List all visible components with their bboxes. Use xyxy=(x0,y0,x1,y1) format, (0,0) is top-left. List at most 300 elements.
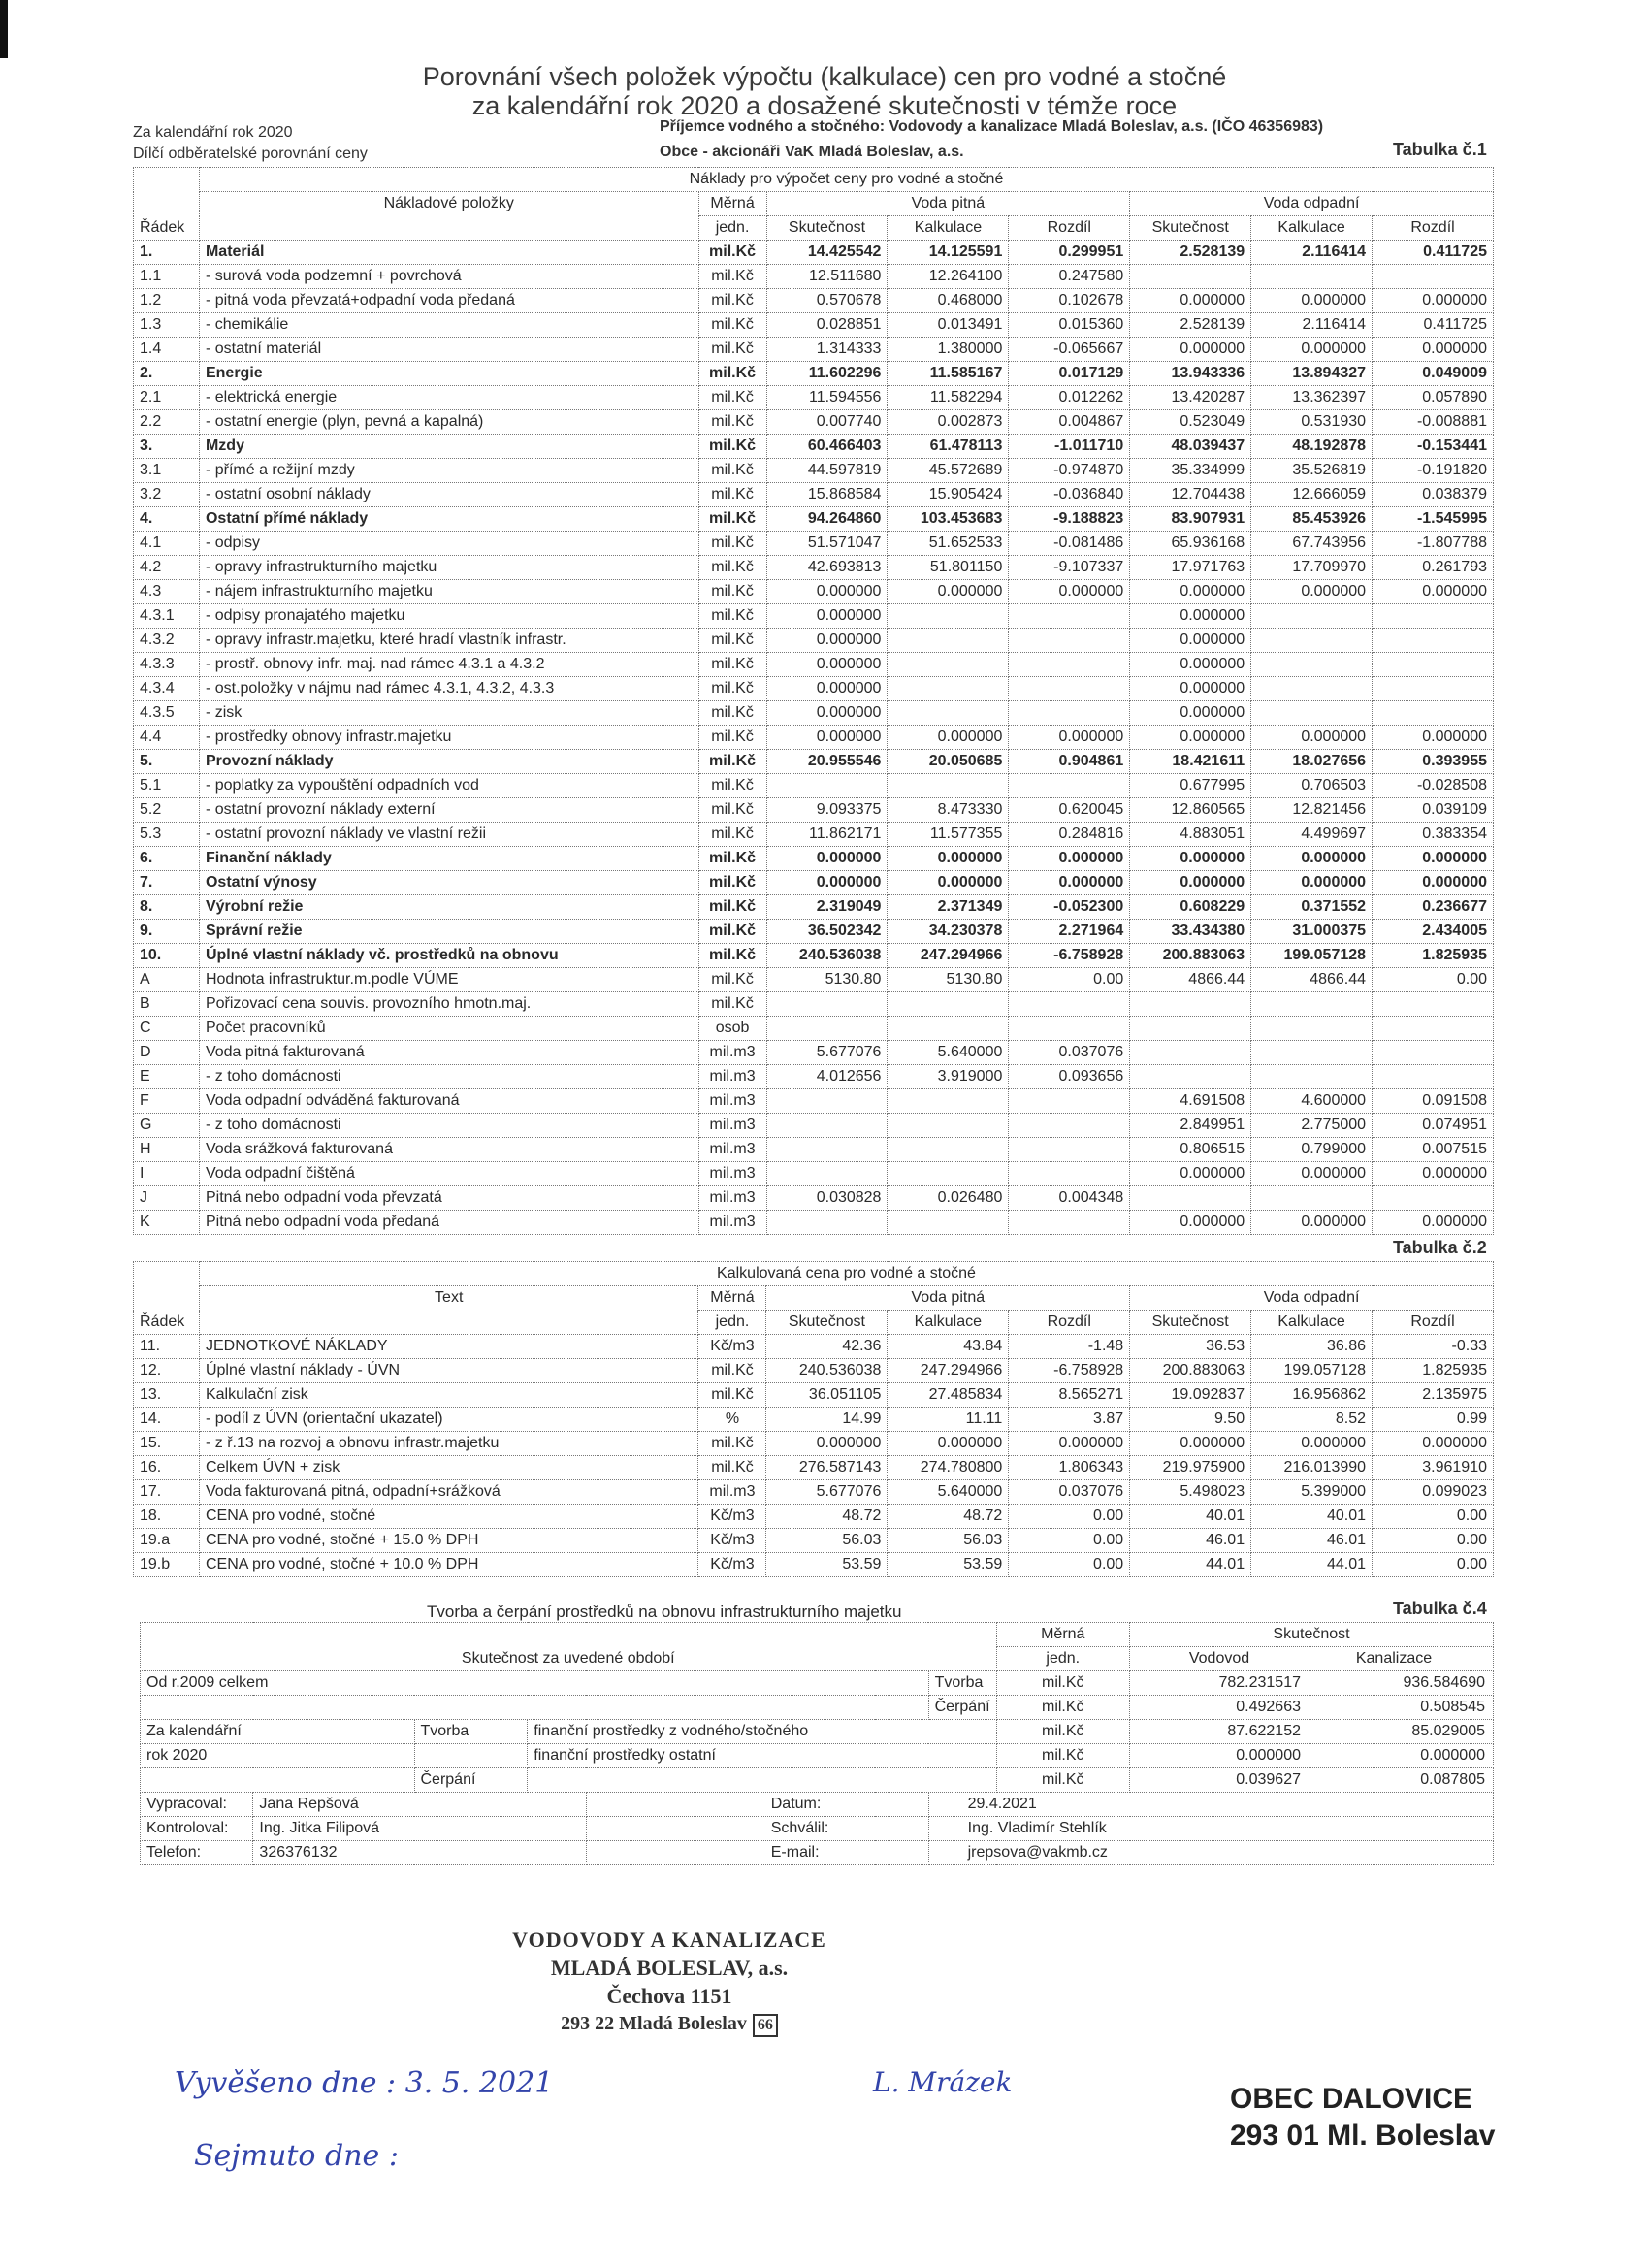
col-header-period: Skutečnost za uvedené období xyxy=(141,1623,997,1671)
row-value: 2.319049 xyxy=(766,895,888,920)
row-value: -0.036840 xyxy=(1009,483,1130,507)
row-value: 0.608229 xyxy=(1130,895,1251,920)
stamp-box: 66 xyxy=(753,2014,778,2037)
row-value: 3.961910 xyxy=(1373,1456,1494,1480)
row-unit: mil.Kč xyxy=(698,847,766,871)
row-value xyxy=(888,1211,1009,1235)
handwritten-posted-date: Vyvěšeno dne : 3. 5. 2021 xyxy=(175,2066,554,2100)
row-unit: mil.Kč xyxy=(698,265,766,289)
row-value xyxy=(1251,1186,1373,1211)
row-value: 60.466403 xyxy=(766,435,888,459)
row-number: 19.a xyxy=(134,1529,200,1553)
table-row xyxy=(134,532,1494,556)
row-value: 0.000000 xyxy=(1130,871,1251,895)
row-number: 16. xyxy=(134,1456,200,1480)
row-value xyxy=(766,1089,888,1114)
date-label: Datum: xyxy=(586,1793,928,1817)
row-unit: mil.m3 xyxy=(698,1114,766,1138)
row-value: 56.03 xyxy=(888,1529,1009,1553)
row-unit: Kč/m3 xyxy=(698,1553,766,1577)
row-number: 8. xyxy=(134,895,200,920)
row-label: - ostatní energie (plyn, pevná a kapalná) xyxy=(199,410,698,435)
row-value xyxy=(1251,701,1373,726)
row-value: 2.371349 xyxy=(888,895,1009,920)
table-row xyxy=(134,1114,1494,1138)
year-tvorba-vodne-values xyxy=(1130,1720,1494,1744)
row-number: 4.3.1 xyxy=(134,604,200,629)
row-value: 51.801150 xyxy=(888,556,1009,580)
empty-cell xyxy=(414,1744,528,1768)
row-value: 46.01 xyxy=(1130,1529,1251,1553)
row-value: 247.294966 xyxy=(888,1359,1009,1383)
row-value: 0.000000 xyxy=(1373,1162,1494,1186)
row-value: -1.48 xyxy=(1009,1335,1130,1359)
stamp-line3: Čechova 1151 xyxy=(606,1984,732,2008)
row-value xyxy=(766,1138,888,1162)
row-value: 2.116414 xyxy=(1251,241,1373,265)
row-value: 5130.80 xyxy=(766,968,888,992)
row-label: CENA pro vodné, stočné + 15.0 % DPH xyxy=(199,1529,698,1553)
row-unit: mil.Kč xyxy=(698,410,766,435)
row-label: - z toho domácnosti xyxy=(199,1065,698,1089)
row-number: 15. xyxy=(134,1432,200,1456)
row-label: - podíl z ÚVN (orientační ukazatel) xyxy=(199,1408,698,1432)
row-value xyxy=(1009,1162,1130,1186)
row-number: 19.b xyxy=(134,1553,200,1577)
row-unit: mil.Kč xyxy=(698,1456,766,1480)
row-unit: mil.Kč xyxy=(698,338,766,362)
col-header-skutecnost: Skutečnost xyxy=(1130,216,1251,241)
row-label: Pitná nebo odpadní voda převzatá xyxy=(199,1186,698,1211)
table-row xyxy=(134,1041,1494,1065)
row-label: Celkem ÚVN + zisk xyxy=(199,1456,698,1480)
col-header-unit-2: jedn. xyxy=(698,1311,766,1335)
row-value: 0.074951 xyxy=(1373,1114,1494,1138)
row-unit: mil.Kč xyxy=(698,677,766,701)
row-number: 2. xyxy=(134,362,200,386)
row-label: - odpisy pronajatého majetku xyxy=(199,604,698,629)
row-value xyxy=(1251,265,1373,289)
col-header-skutecnost: Skutečnost xyxy=(1130,1311,1251,1335)
row-label: - odpisy xyxy=(199,532,698,556)
row-value: 0.000000 xyxy=(766,871,888,895)
row-value xyxy=(766,1211,888,1235)
year-label-2: rok 2020 xyxy=(141,1744,415,1768)
unit-cell: mil.Kč xyxy=(996,1696,1129,1720)
table-row xyxy=(134,701,1494,726)
empty-cell xyxy=(141,1768,415,1793)
col-header-vodovod-kanalizace xyxy=(1130,1647,1494,1671)
row-label: Finanční náklady xyxy=(199,847,698,871)
row-value: 103.453683 xyxy=(888,507,1009,532)
row-unit: mil.Kč xyxy=(698,483,766,507)
row-label: - opravy infrastrukturního majetku xyxy=(199,556,698,580)
row-value: 0.000000 xyxy=(766,629,888,653)
col-header-skutecnost: Skutečnost xyxy=(766,216,888,241)
col-header-kalkulace: Kalkulace xyxy=(1251,1311,1373,1335)
row-unit: mil.m3 xyxy=(698,1186,766,1211)
row-number: D xyxy=(134,1041,200,1065)
row-number: 5.3 xyxy=(134,823,200,847)
row-value: 36.86 xyxy=(1251,1335,1373,1359)
row-value xyxy=(1373,1017,1494,1041)
table-row xyxy=(134,289,1494,313)
table-row xyxy=(134,1138,1494,1162)
row-value: 3.919000 xyxy=(888,1065,1009,1089)
row-value: 5.677076 xyxy=(766,1041,888,1065)
row-value: 0.000000 xyxy=(1130,1211,1251,1235)
document-title-line1: Porovnání všech položek výpočtu (kalkulace) cen pro vodné a stočné xyxy=(422,62,1227,91)
row-number: 13. xyxy=(134,1383,200,1408)
row-unit: mil.Kč xyxy=(698,701,766,726)
table-row xyxy=(134,677,1494,701)
row-value: 33.434380 xyxy=(1130,920,1251,944)
col-header-unit-1: Měrná xyxy=(698,1286,766,1311)
row-value: 5.640000 xyxy=(888,1480,1009,1505)
table-row xyxy=(134,604,1494,629)
row-value: 0.000000 xyxy=(1009,1432,1130,1456)
unit-cell: mil.Kč xyxy=(996,1671,1129,1696)
row-number: 4.3.2 xyxy=(134,629,200,653)
row-value: 199.057128 xyxy=(1251,944,1373,968)
row-label: Voda pitná fakturovaná xyxy=(199,1041,698,1065)
row-value: 56.03 xyxy=(766,1529,888,1553)
col-header-rozdil: Rozdíl xyxy=(1009,1311,1130,1335)
row-number: 3.1 xyxy=(134,459,200,483)
row-value xyxy=(1251,677,1373,701)
cerpani-label: Čerpání xyxy=(414,1768,528,1793)
row-value: 11.577355 xyxy=(888,823,1009,847)
row-value: 0.523049 xyxy=(1130,410,1251,435)
row-value: 2.434005 xyxy=(1373,920,1494,944)
row-value: 34.230378 xyxy=(888,920,1009,944)
row-value: 0.000000 xyxy=(766,653,888,677)
recipient-label: Příjemce vodného a stočného: Vodovody a kanalizace Mladá Boleslav, a.s. (IČO 46356983) xyxy=(660,118,1324,135)
unit-cell: mil.Kč xyxy=(996,1720,1129,1744)
stamp-line1: VODOVODY A KANALIZACE xyxy=(512,1928,826,1952)
row-label: - ostatní provozní náklady ve vlastní režii xyxy=(199,823,698,847)
row-unit: mil.Kč xyxy=(698,871,766,895)
row-value: 5.399000 xyxy=(1251,1480,1373,1505)
row-value: 94.264860 xyxy=(766,507,888,532)
row-value: 51.652533 xyxy=(888,532,1009,556)
table-row xyxy=(134,1480,1494,1505)
row-value: 13.362397 xyxy=(1251,386,1373,410)
row-value xyxy=(1251,1041,1373,1065)
col-header-unit-1: Měrná xyxy=(996,1623,1129,1647)
row-value: 0.531930 xyxy=(1251,410,1373,435)
row-value: 0.000000 xyxy=(1130,653,1251,677)
row-value: 42.36 xyxy=(766,1335,888,1359)
row-value xyxy=(1009,774,1130,798)
row-value: 27.485834 xyxy=(888,1383,1009,1408)
row-unit: mil.m3 xyxy=(698,1211,766,1235)
row-unit: mil.Kč xyxy=(698,629,766,653)
row-value: 5130.80 xyxy=(888,968,1009,992)
row-value: 1.825935 xyxy=(1373,1359,1494,1383)
row-value: 83.907931 xyxy=(1130,507,1251,532)
row-number: 4.4 xyxy=(134,726,200,750)
row-label: - elektrická energie xyxy=(199,386,698,410)
row-value: 65.936168 xyxy=(1130,532,1251,556)
row-unit: mil.Kč xyxy=(698,823,766,847)
row-label: - z ř.13 na rozvoj a obnovu infrastr.majetku xyxy=(199,1432,698,1456)
row-value: -1.807788 xyxy=(1373,532,1494,556)
row-unit: mil.Kč xyxy=(698,1432,766,1456)
table-row xyxy=(134,338,1494,362)
row-unit: mil.m3 xyxy=(698,1089,766,1114)
row-label: Pořizovací cena souvis. provozního hmotn.maj. xyxy=(199,992,698,1017)
table-row xyxy=(134,1553,1494,1577)
row-value: 247.294966 xyxy=(888,944,1009,968)
row-unit: mil.Kč xyxy=(698,507,766,532)
row-value: 199.057128 xyxy=(1251,1359,1373,1383)
tvorba-label: Tvorba xyxy=(414,1720,528,1744)
row-unit: mil.m3 xyxy=(698,1162,766,1186)
table-row xyxy=(134,313,1494,338)
row-value: 0.026480 xyxy=(888,1186,1009,1211)
row-value: 0.284816 xyxy=(1009,823,1130,847)
row-number: 18. xyxy=(134,1505,200,1529)
row-number: 2.2 xyxy=(134,410,200,435)
vodovod-value: 782.231517 xyxy=(1218,1674,1301,1691)
row-value xyxy=(1009,1211,1130,1235)
row-value: 0.000000 xyxy=(1130,604,1251,629)
row-unit: mil.Kč xyxy=(698,1383,766,1408)
row-value: 0.102678 xyxy=(1009,289,1130,313)
row-value: 48.72 xyxy=(888,1505,1009,1529)
row-value: -0.065667 xyxy=(1009,338,1130,362)
row-unit: % xyxy=(698,1408,766,1432)
row-number: F xyxy=(134,1089,200,1114)
row-value: 0.000000 xyxy=(888,1432,1009,1456)
row-value: 0.000000 xyxy=(1130,726,1251,750)
fin-vodne-label: finanční prostředky z vodného/stočného xyxy=(528,1720,996,1744)
row-number: 1.4 xyxy=(134,338,200,362)
table-row xyxy=(134,1529,1494,1553)
row-value: 67.743956 xyxy=(1251,532,1373,556)
row-label: Ostatní výnosy xyxy=(199,871,698,895)
row-value: 0.000000 xyxy=(1251,1211,1373,1235)
row-value: 0.468000 xyxy=(888,289,1009,313)
row-value: 219.975900 xyxy=(1130,1456,1251,1480)
table-row xyxy=(134,871,1494,895)
table-row xyxy=(134,410,1494,435)
row-value xyxy=(1373,677,1494,701)
row-label: - pitná voda převzatá+odpadní voda předaná xyxy=(199,289,698,313)
row-number: 7. xyxy=(134,871,200,895)
row-value: 12.511680 xyxy=(766,265,888,289)
table-row xyxy=(134,556,1494,580)
col-header-skutecnost: Skutečnost xyxy=(766,1311,888,1335)
row-value: 53.59 xyxy=(766,1553,888,1577)
row-value: 0.000000 xyxy=(1130,580,1251,604)
row-value: 0.000000 xyxy=(1009,726,1130,750)
row-value: -1.011710 xyxy=(1009,435,1130,459)
row-unit: mil.Kč xyxy=(698,798,766,823)
row-value xyxy=(766,1162,888,1186)
row-unit: mil.Kč xyxy=(698,556,766,580)
table-row xyxy=(134,1359,1494,1383)
row-value xyxy=(1009,653,1130,677)
row-value: 4.600000 xyxy=(1251,1089,1373,1114)
year-label-1: Za kalendářní xyxy=(141,1720,415,1744)
row-value: 4866.44 xyxy=(1251,968,1373,992)
row-value: 11.594556 xyxy=(766,386,888,410)
row-value xyxy=(1130,1186,1251,1211)
municipality-line1: OBEC DALOVICE xyxy=(1230,2083,1473,2115)
row-value: 0.00 xyxy=(1373,1505,1494,1529)
row-value: 0.000000 xyxy=(1251,580,1373,604)
row-value xyxy=(1373,1186,1494,1211)
row-label: - opravy infrastr.majetku, které hradí vlastník infrastr. xyxy=(199,629,698,653)
row-value xyxy=(1251,1017,1373,1041)
row-number: C xyxy=(134,1017,200,1041)
row-value: 0.007740 xyxy=(766,410,888,435)
row-label: Voda odpadní čištěná xyxy=(199,1162,698,1186)
row-value: 2.849951 xyxy=(1130,1114,1251,1138)
row-value: 1.806343 xyxy=(1009,1456,1130,1480)
row-value: 85.453926 xyxy=(1251,507,1373,532)
row-value: 0.004867 xyxy=(1009,410,1130,435)
row-value: 11.11 xyxy=(888,1408,1009,1432)
table-row xyxy=(134,1432,1494,1456)
row-label: - ostatní materiál xyxy=(199,338,698,362)
row-number: 1.1 xyxy=(134,265,200,289)
row-unit: mil.Kč xyxy=(698,920,766,944)
row-value xyxy=(1130,265,1251,289)
row-value: 61.478113 xyxy=(888,435,1009,459)
row-number: J xyxy=(134,1186,200,1211)
row-value xyxy=(1009,629,1130,653)
row-number: 5.1 xyxy=(134,774,200,798)
row-value: 12.704438 xyxy=(1130,483,1251,507)
stamp-line2: MLADÁ BOLESLAV, a.s. xyxy=(550,1956,789,1980)
cerpani-label: Čerpání xyxy=(928,1696,996,1720)
row-value: 11.582294 xyxy=(888,386,1009,410)
row-value xyxy=(888,992,1009,1017)
col-header-vodovod: Vodovod xyxy=(1188,1650,1250,1667)
row-value: 0.000000 xyxy=(766,701,888,726)
row-value: 12.821456 xyxy=(1251,798,1373,823)
col-header-rozdil: Rozdíl xyxy=(1009,216,1130,241)
table4-number: Tabulka č.4 xyxy=(1393,1599,1487,1618)
table-row xyxy=(134,265,1494,289)
subtitle-label: Dílčí odběratelské porovnání ceny xyxy=(133,146,368,162)
row-value: 0.039109 xyxy=(1373,798,1494,823)
row-number: 9. xyxy=(134,920,200,944)
row-number: I xyxy=(134,1162,200,1186)
row-value: -0.153441 xyxy=(1373,435,1494,459)
row-value: 0.00 xyxy=(1009,1505,1130,1529)
row-value: 0.411725 xyxy=(1373,241,1494,265)
row-number: A xyxy=(134,968,200,992)
table-row xyxy=(134,992,1494,1017)
row-label: Materiál xyxy=(199,241,698,265)
row-unit: mil.m3 xyxy=(698,1065,766,1089)
row-label: CENA pro vodné, stočné xyxy=(199,1505,698,1529)
table-row xyxy=(134,507,1494,532)
row-value: 4866.44 xyxy=(1130,968,1251,992)
row-value: 12.264100 xyxy=(888,265,1009,289)
document-title-line2: za kalendářní rok 2020 a dosažené skutečnosti v témže roce xyxy=(471,91,1178,120)
row-value: 53.59 xyxy=(888,1553,1009,1577)
row-value: 0.000000 xyxy=(1130,847,1251,871)
row-value: 0.000000 xyxy=(1251,1162,1373,1186)
row-value: 0.017129 xyxy=(1009,362,1130,386)
row-value: 276.587143 xyxy=(766,1456,888,1480)
row-number: K xyxy=(134,1211,200,1235)
table-row xyxy=(134,629,1494,653)
row-value: 0.393955 xyxy=(1373,750,1494,774)
row-value: 20.050685 xyxy=(888,750,1009,774)
table-row xyxy=(134,944,1494,968)
row-value: -6.758928 xyxy=(1009,1359,1130,1383)
table2-number: Tabulka č.2 xyxy=(1393,1238,1487,1257)
table-row xyxy=(134,1408,1494,1432)
col-header-rozdil: Rozdíl xyxy=(1373,1311,1494,1335)
stamp-line4: 293 22 Mladá Boleslav xyxy=(561,2013,747,2034)
table-row xyxy=(134,435,1494,459)
row-value: 0.099023 xyxy=(1373,1480,1494,1505)
row-value: 0.030828 xyxy=(766,1186,888,1211)
row-value: 4.691508 xyxy=(1130,1089,1251,1114)
row-value: 9.50 xyxy=(1130,1408,1251,1432)
row-value: 13.894327 xyxy=(1251,362,1373,386)
col-header-kalkulace: Kalkulace xyxy=(888,216,1009,241)
table4-caption: Tvorba a čerpání prostředků na obnovu infrastrukturního majetku xyxy=(427,1603,902,1621)
handwritten-removed-date: Sejmuto dne : xyxy=(194,2139,399,2173)
row-label: - surová voda podzemní + povrchová xyxy=(199,265,698,289)
row-value: 0.000000 xyxy=(1373,1432,1494,1456)
table-row xyxy=(134,1162,1494,1186)
row-value xyxy=(1373,1065,1494,1089)
row-value: 2.271964 xyxy=(1009,920,1130,944)
group-header-pitna: Voda pitná xyxy=(766,1286,1130,1311)
table-row xyxy=(134,1017,1494,1041)
col-header-unit-2: jedn. xyxy=(996,1647,1129,1671)
row-value xyxy=(1130,1017,1251,1041)
approved-label: Schválil: xyxy=(586,1817,928,1841)
row-value: -9.188823 xyxy=(1009,507,1130,532)
row-value xyxy=(1009,1138,1130,1162)
row-value: 48.192878 xyxy=(1251,435,1373,459)
row-value: 0.049009 xyxy=(1373,362,1494,386)
row-value: 0.383354 xyxy=(1373,823,1494,847)
table-row xyxy=(134,483,1494,507)
row-value: 0.013491 xyxy=(888,313,1009,338)
row-value: 0.000000 xyxy=(888,871,1009,895)
row-value xyxy=(888,604,1009,629)
row-value xyxy=(888,774,1009,798)
row-label: - prostředky obnovy infrastr.majetku xyxy=(199,726,698,750)
row-value xyxy=(1009,677,1130,701)
row-number: 14. xyxy=(134,1408,200,1432)
row-unit: Kč/m3 xyxy=(698,1505,766,1529)
row-number: 1.3 xyxy=(134,313,200,338)
row-value: 0.371552 xyxy=(1251,895,1373,920)
period-label: Za kalendářní rok 2020 xyxy=(133,124,293,141)
kanalizace-value: 0.087805 xyxy=(1420,1771,1485,1788)
checked-label: Kontroloval: xyxy=(141,1817,253,1841)
row-value xyxy=(1373,1041,1494,1065)
checked-value: Ing. Jitka Filipová xyxy=(253,1817,586,1841)
row-value xyxy=(1130,1041,1251,1065)
table-row xyxy=(134,653,1494,677)
col-header-row: Řádek xyxy=(134,1262,200,1335)
table-row xyxy=(134,386,1494,410)
phone-value: 326376132 xyxy=(253,1841,586,1865)
